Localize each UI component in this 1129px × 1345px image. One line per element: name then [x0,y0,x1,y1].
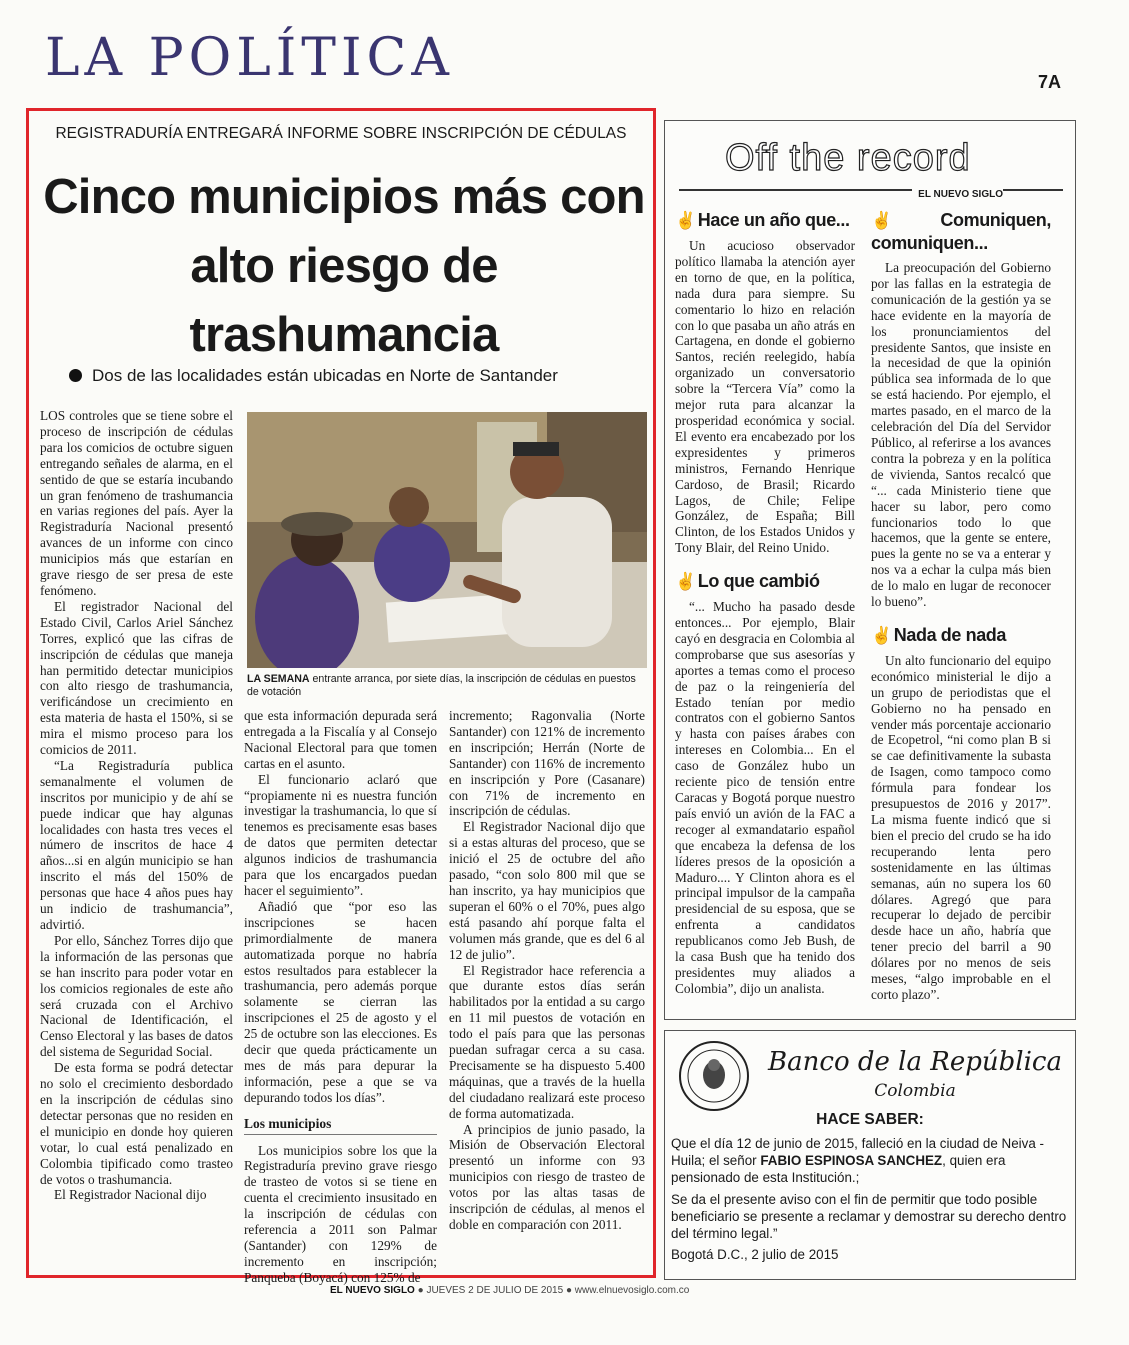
paragraph: A principios de junio pasado, la Misión de Observación Electoral presentó un informe con 93 municipios con riesgo de trasteo de votos por las altas tasas de inscripción de cédulas, al menos el doble en comparación con 2011. [449,1121,645,1232]
bullet-icon [69,369,82,382]
notice-paragraph-2: Se da el presente aviso con el fin de permitir que todo posible beneficiario se presente a reclamar y demostrar su derecho dentro del término legal.” [671,1192,1067,1241]
article-photo [247,412,647,668]
paragraph: Añadió que “por eso las inscripciones se hacen primordialmente de manera automatizada porque no habría estos resultados para establecer la trashumancia, pero además porque solamente se cierran las inscripciones el 25 de agosto y el 25 de octubre son las elecciones. Es decir que queda prácticamente un mes de más para depurar la información, pese a que se va depurando todos los días”. [244,898,437,1105]
footer-paper-name: EL NUEVO SIGLO [330,1285,415,1296]
article-subhead [69,366,649,386]
paragraph: El registrador Nacional del Estado Civil, Carlos Ariel Sánchez Torres, explicó que las cifras de inscripción de cédulas que maneja han permitido detectar municipios con alto riesgo de trashumancia, verificándose un crecimiento en esta materia de hasta el 150%, si se mira el mismo proceso para los comicios de 2011. [40,598,233,758]
notice-date: Bogotá D.C., 2 julio de 2015 [671,1247,839,1262]
article-column-3 [449,708,645,1233]
paragraph: De esta forma se podrá detectar no solo el crecimiento desbordado en la inscripción de cédulas sino detectar personas que no residen en el municipio en donde hoy quieren votar, lo cual está penalizado en Colombia tipificado como trasteo de votos o trashumancia. [40,1060,233,1187]
item-body: Un acucioso observador político llamaba la atención ayer en torno de que, en la política, nada dura para siempre. Su comentario lo hizo en relación con lo que pasaba un año atrás en Cartagena, en donde el gobierno Santos, recién reelegido, había organizado un conversatorio sobre la “Tercera Vía” como la mejor ruta para alcanzar la prosperidad económica y social. El evento era encabezado por los expresidentes y primeros ministros, Fernando Henrique Cardoso, de Brasil; Ricardo Lagos, de Chile; Felipe González, de España; Bill Clinton, de los Estados Unidos y Tony Blair, del Reino Unido. [675,238,855,556]
item-heading: ✌ Comuniquen, comuniquen... [871,210,1051,253]
footer-bullet-icon: ● [565,1285,575,1296]
off-the-record-box [664,120,1076,1020]
article-headline: Cinco municipios más con alto riesgo de trashumancia [43,170,645,362]
victory-hand-icon: ✌ [871,625,892,645]
column-subheading: Los municipios [244,1116,437,1135]
bank-notice [664,1030,1076,1280]
off-record-column-2 [871,209,1051,1003]
item-body: “... Mucho ha pasado desde entonces... Por ejemplo, Blair cayó en desgracia en Colombia al comprobarse que sus asesorías y aportes a temas como el proceso de paz o la reingeniería del Estado tenían por medio contratos con el gobierno Santos y hasta con países árabes con intereses en Colombia... En el caso de González hubo un reciente pico de tensión entre Caracas y Bogotá porque nuestro país envió un avión de la FAC a recoger al exmandatario español que encabeza la defensa de los líderes presos de la oposición a Maduro.... Y Clinton ahora es el principal impulsor de la campaña presidencial de su esposa, que se enfrenta a candidatos republicanos como Jeb Bush, de la casa Bush que ha tenido dos presidentes muy aliados a Colombia”, dijo un analista. [675,599,855,996]
off-the-record-title: Off the record [725,137,971,179]
paragraph: LOS controles que se tiene sobre el proceso de inscripción de cédulas para los comicios de octubre siguen entregando señales de alarma, en el sentido de que se estaría incubando un gran fenómeno de trashumancia en varias regiones del país. Ayer la Registraduría Nacional presentó avances de un informe con cinco municipios más que estarían en grave riesgo de ser presa de este fenómeno. [40,408,233,598]
paragraph: “La Registraduría publica semanalmente el volumen de inscritos por municipio y de ahí se puede indicar que hay algunas localidades con hasta tres veces el número de inscritos de hace 4 años...si en algún municipio se han inscrito el más del 150% de personas que hace 4 años pues hay un indicio de trashumancia”, advirtió. [40,757,233,932]
item-heading: ✌ Hace un año que... [675,210,850,230]
item-body: La preocupación del Gobierno por las fallas en la estrategia de comunicación de la gestión ya se hace evidente en la mayoría de los pronunciamientos del presidente Santos, que insiste en la necesidad de que la opinión pública sea informada de lo que se está haciendo. Por ejemplo, el martes pasado, en el marco de la celebración del Día del Servidor Público, al referirse a los avances contra la pobreza y en la política de vivienda, Santos recalcó que “... cada Ministerio tiene que hacer su labor, pero como funcionarios todo lo que hacemos, que la gente se entere, pues la gente no se va a enterar y nos va a echar la culpa más bien de lo malo en lugar de reconocer lo bueno”. [871,260,1051,610]
victory-hand-icon: ✌ [675,572,696,592]
off-record-column-1 [675,209,855,997]
article-kicker: REGISTRADURÍA ENTREGARÁ INFORME SOBRE INSCRIPCIÓN DE CÉDULAS [55,125,627,142]
paragraph: que esta información depurada será entregada a la Fiscalía y al Consejo Nacional Electoral para que tomen cartas en el asunto. [244,708,437,771]
paragraph: incremento; Ragonvalia (Norte Santander) con 121% de incremento en inscripción; Herrán (Norte de Santander) con 116% de incremento en inscripción y Pore (Casanare) con 71% de incremento en inscripción de cédulas. [449,708,645,819]
title-rule [679,189,1063,191]
bank-name: Banco de la República [768,1047,1062,1077]
page-number: 7A [1038,72,1062,92]
subhead-text: Dos de las localidades están ubicadas en Norte de Santander [92,366,558,385]
bank-seal-icon [679,1041,749,1111]
paragraph: El funcionario aclaró que “propiamente ni es nuestra función investigar la trashumancia, lo que sí tenemos es precisamente esas bases de datos que permiten detectar algunos indicios de trashumancia para que los encargados puedan hacer el seguimiento”. [244,771,437,898]
section-title: LA POLÍTICA [45,28,454,88]
notice-heading: HACE SABER: [816,1111,924,1128]
victory-hand-icon: ✌ [871,211,939,230]
registration-photo-illustration [247,412,647,668]
paragraph: Por ello, Sánchez Torres dijo que la información de las personas que se han inscrito para poder votar en los comicios regionales de este año será cruzada con el Archivo Nacional de Identificación, el Censo Electoral y las bases de datos del sistema de Seguridad Social. [40,932,233,1060]
bank-country: Colombia [874,1081,956,1101]
pensioner-name: FABIO ESPINOSA SANCHEZ [760,1153,943,1168]
item-heading: ✌ Lo que cambió [675,571,820,592]
article-column-2 [244,708,437,1286]
paragraph: El Registrador Nacional dijo [54,1187,207,1203]
notice-paragraph-1: Que el día 12 de junio de 2015, falleció en la ciudad de Neiva - Huila; el señor FABIO ESPINOSA SANCHEZ, quien era pensionado de esta Institución.; [671,1136,1044,1185]
main-article [26,108,656,1285]
footer-date: JUEVES 2 DE JULIO DE 2015 [426,1285,564,1296]
paragraph: El Registrador Nacional dijo que si a estas alturas del proceso, que se inició el 25 de octubre del año pasado, “con solo 800 mil que se han inscrito, ya hay municipios que superan el 60% o el 70%, pues algo está pasando ahí porque falta el volumen más grande, que es del 6 al 12 de julio”. [449,819,645,962]
item-body: Un alto funcionario del equipo económico ministerial le dijo a un grupo de periodistas que el Gobierno no ha pensado en vender más porcentaje accionario de Ecopetrol, “ni como plan B si se cae definitivamente la subasta de Isagen, como tampoco como fórmula para fondear los presupuestos de 2016 y 2017”. La misma fuente indicó que si bien el precio del crudo se ha ido recuperando lenta pero sostenidamente en las últimas semanas, aún no supera los 60 dólares. Agregó que para recuperar lo dejado de percibir desde hace un año, habría que tener precio del barril a 90 dólares por no menos de seis meses, “algo improbable en el corto plazo”. [871,652,1051,1002]
footer-url: www.elnuevosiglo.com.co [574,1285,690,1296]
paragraph: El Registrador hace referencia a que durante estos días serán habilitados por la entidad a su cargo en 11 mil puestos de votación en todo el país para que las personas puedan sufragar cerca a su casa. Precisamente se ha dispuesto 5.400 máquinas, que a través de la huella del ciudadano realizará este proceso de forma automatizada. [449,962,645,1121]
footer-bullet-icon: ● [417,1285,427,1296]
caption-lead: LA SEMANA [247,673,310,685]
article-column-1 [40,408,233,1203]
paragraph: Los municipios sobre los que la Registraduría previno grave riesgo de trasteo de votos si se tiene en cuenta el crecimiento insusitado en la inscripción de cédulas con referencia a 2011 son Palmar (Santander) con 129% de incremento en inscripción; Panqueba (Boyacá) con 125% de [244,1142,437,1285]
item-heading: ✌ Nada de nada [871,624,1007,645]
caption-text: entrante arranca, por siete días, la inscripción de cédulas en puestos de votación [247,673,636,698]
photo-caption [247,673,647,699]
off-the-record-source: EL NUEVO SIGLO [912,189,1003,200]
page-footer [330,1285,830,1296]
victory-hand-icon: ✌ [675,211,696,230]
